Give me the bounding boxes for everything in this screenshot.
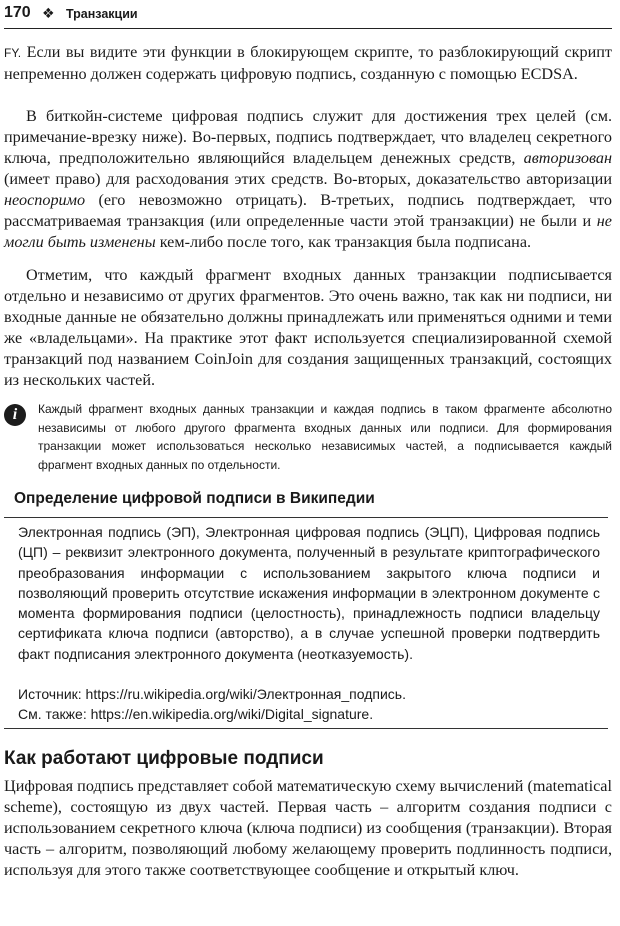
section-title: Как работают цифровые подписи (4, 748, 324, 769)
running-title: Транзакции (66, 7, 138, 21)
emphasis-indisputable: неоспоримо (4, 191, 86, 209)
emphasis-authorized: авторизован (523, 149, 612, 167)
diamond-icon: ❖ (42, 5, 55, 21)
wiki-definition-text: Электронная подпись (ЭП), Электронная цифровая подпись (ЭЦП), Цифровая подпись (ЦП) – реквизит электронного документа, полученный в результате криптографического преобразования информации с использованием закрытого ключа подписи и позволяющий проверить отсутствие искажения информации в электронном документе с момента формирования подписи (целостность), принадлежность подписи владельцу сертификата ключа подписи (авторство), а в случае успешной проверки подтвердить факт подписания электронного документа (неотказуемость). (18, 524, 600, 662)
wiki-definition-box (4, 517, 608, 729)
section-paragraph: Цифровая подпись представляет собой математическую схему вычислений (matematical scheme), состоящую из двух частей. Первая часть – алгоритм создания подписи с использованием секретного ключа (ключа подписи) из сообщения (транзакции). Вторая часть – алгоритм, позволяющий любому желающему проверить подлинность подписи, используя для этого также соответствующее сообщение и открытый ключ. (4, 777, 612, 879)
info-icon: i (4, 404, 26, 426)
wiki-see-also: См. также: https://en.wikipedia.org/wiki/Digital_signature. (18, 706, 374, 722)
fy-prefix: FY. (4, 46, 22, 60)
paragraph-coinjoin: Отметим, что каждый фрагмент входных данных транзакции подписывается отдельно и независимо от других фрагментов. Это очень важно, так как ни подписи, ни входные данные не обязательно должны принадлежать или применяться одними и теми же «владельцами». На практике этот факт используется специализированной схемой транзакций под названием CoinJoin для создания защищенных транзакций, состоящих из нескольких частей. (4, 266, 612, 389)
page-number: 170 (4, 4, 31, 21)
paragraph-three-goals (4, 106, 612, 253)
paragraph-fy-text: Если вы видите эти функции в блокирующем скрипте, то разблокирующий скрипт непременно должен содержать цифровую подпись, созданную с помощью ECDSA. (4, 43, 612, 83)
text-run: (его невозможно отрицать). В-третьих, подпись подтверждает, что рассматриваемая транзакция (или определенные части этой транзакции) не были и (4, 191, 612, 230)
note-text: Каждый фрагмент входных данных транзакции и каждая подпись в таком фрагменте абсолютно независимы от любого другого фрагмента входных данных или подписи. Для формирования транзакции может использоваться несколько независимых частей, а подписывается каждый фрагмент входных данных по отдельности. (38, 402, 612, 472)
text-run: В биткойн-системе цифровая подпись служит для достижения трех целей (см. примечание-врезку ниже). Во-первых, подпись подтверждает, что владелец секретного ключа, предположительно являющийся владельцем денежных средств, (4, 107, 612, 167)
paragraph-fy (4, 42, 612, 85)
text-run: (имеет право) для расходования этих средств. Во-вторых, доказательство авторизации (4, 170, 612, 188)
wiki-box-title: Определение цифровой подписи в Википедии (14, 490, 375, 507)
info-note (4, 400, 612, 475)
text-run: кем-либо после того, как транзакция была подписана. (155, 233, 532, 251)
emphasis-unchangeable: не могли быть изменены (4, 212, 612, 251)
page-header (4, 2, 612, 29)
wiki-source: Источник: https://ru.wikipedia.org/wiki/Электронная_подпись. (18, 686, 406, 702)
